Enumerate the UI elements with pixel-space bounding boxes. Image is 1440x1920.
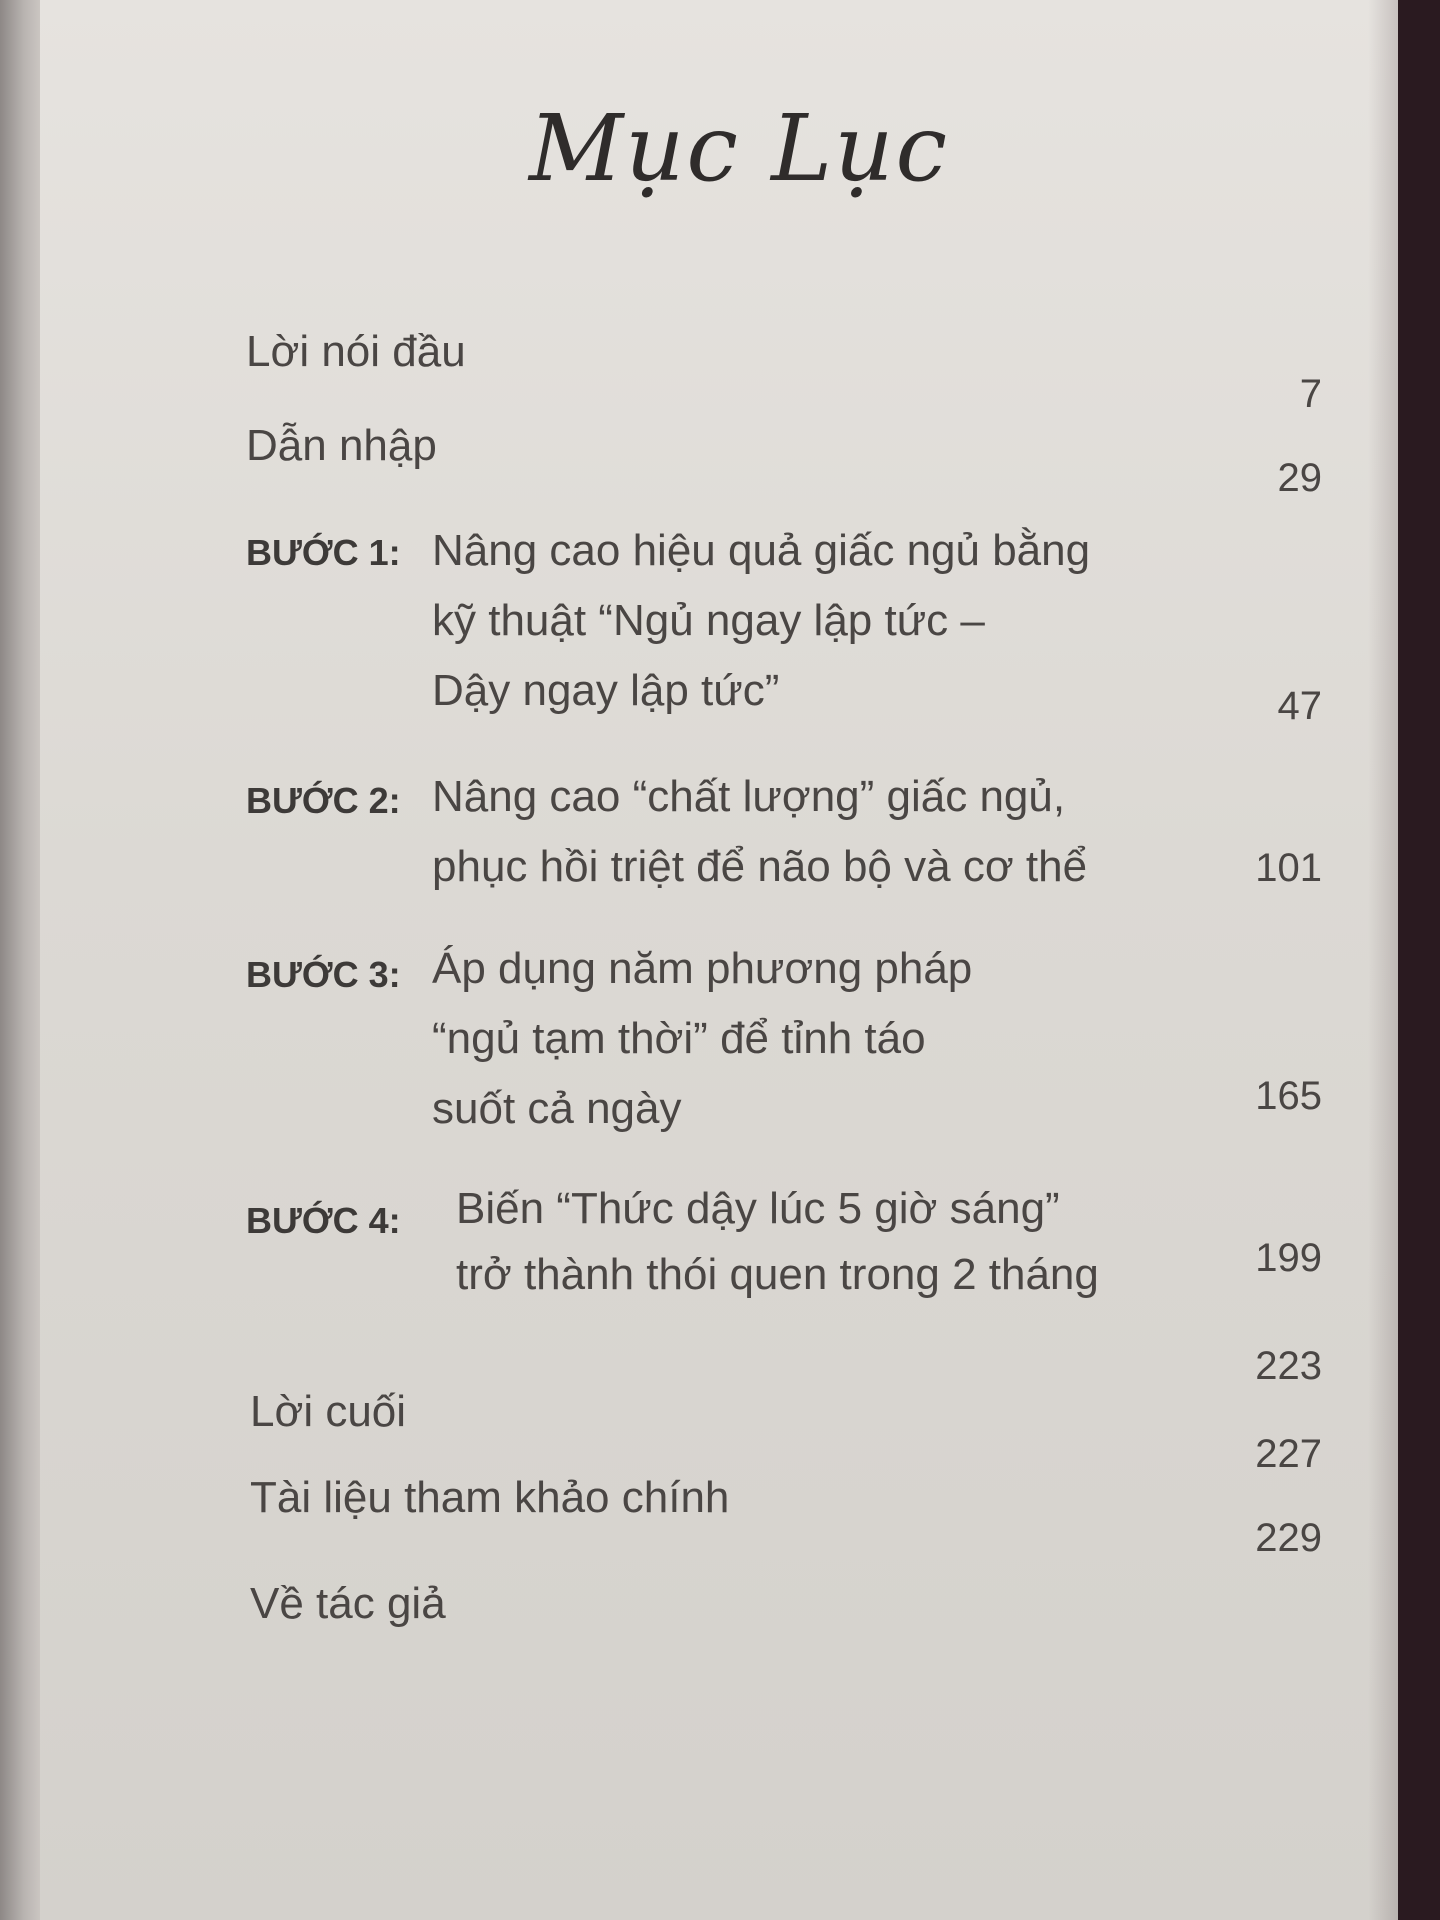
toc-page-foreword: 7 [1299,372,1322,416]
toc-page-afterword: 223 [1255,1344,1322,1388]
toc-step-4-line: trở thành thói quen trong 2 tháng [456,1250,1099,1299]
toc-step-1-page: 47 [1277,684,1322,728]
toc-step-1-label: BƯỚC 1: [246,532,401,573]
toc-step-2-label: BƯỚC 2: [246,780,401,821]
toc-entry-about-author: Về tác giả [250,1579,446,1628]
toc-step-4-line: Biến “Thức dậy lúc 5 giờ sáng” [456,1184,1060,1233]
toc-entry-foreword: Lời nói đầu [246,327,466,376]
toc-step-1-line: Nâng cao hiệu quả giấc ngủ bằng [432,526,1091,575]
page-title: Mục Lục [528,95,950,202]
toc-step-3-line: “ngủ tạm thời” để tỉnh táo [432,1014,926,1063]
book-page [40,0,1398,1920]
book-spine [0,0,44,1920]
page-edge-shadow [1368,0,1398,1920]
toc-step-3-line: suốt cả ngày [432,1084,682,1133]
toc-step-4-page: 199 [1255,1236,1322,1280]
toc-page-introduction: 29 [1277,456,1322,500]
toc-page-about-author: 229 [1255,1516,1322,1560]
toc-page-references: 227 [1255,1432,1322,1476]
toc-step-1-line: kỹ thuật “Ngủ ngay lập tức – [432,596,985,645]
toc-step-2-line: Nâng cao “chất lượng” giấc ngủ, [432,772,1066,821]
toc-step-3-page: 165 [1255,1074,1322,1118]
toc-entry-afterword: Lời cuối [250,1387,407,1436]
toc-step-2-page: 101 [1255,846,1322,890]
toc-step-4-label: BƯỚC 4: [246,1200,401,1241]
toc-step-3-label: BƯỚC 3: [246,954,401,995]
toc-entry-references: Tài liệu tham khảo chính [250,1473,730,1522]
toc-step-2-line: phục hồi triệt để não bộ và cơ thể [432,842,1088,891]
toc-step-1-line: Dậy ngay lập tức” [432,666,780,715]
toc-entry-introduction: Dẫn nhập [246,421,437,470]
toc-step-3-line: Áp dụng năm phương pháp [432,944,973,993]
